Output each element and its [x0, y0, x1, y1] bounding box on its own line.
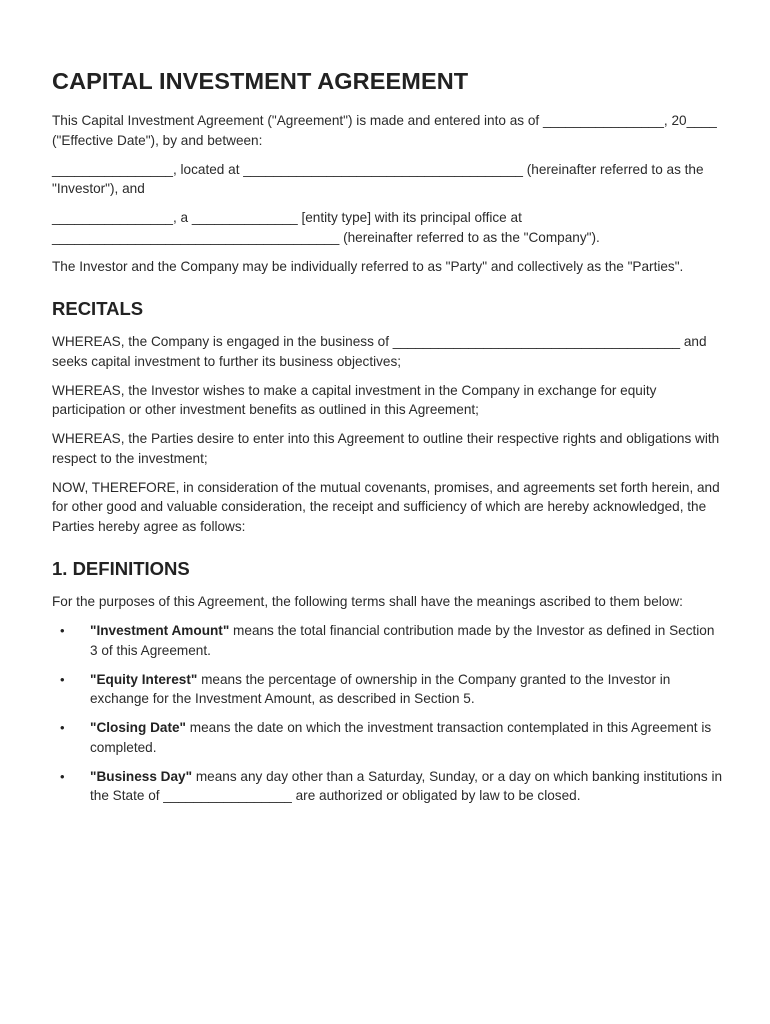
recital-paragraph-4: NOW, THEREFORE, in consideration of the mutual covenants, promises, and agreements set forth herein, and for other good and valuable consideration, the receipt and sufficiency of which are hereby acknowledged, the Parties hereby agree as follows: — [52, 479, 720, 534]
intro-paragraph-4: The Investor and the Company may be individually referred to as "Party" and collectively as the "Parties". — [52, 258, 684, 274]
definition-item — [52, 670, 724, 709]
definition-item — [52, 621, 724, 660]
definition-item — [52, 767, 724, 806]
recital-paragraph-1: WHEREAS, the Company is engaged in the business of ______________________________________ and seeks capital investment to further its business objectives; — [52, 334, 707, 369]
recital-paragraph-3: WHEREAS, the Parties desire to enter into this Agreement to outline their respective rights and obligations with respect to the investment; — [52, 431, 720, 466]
definition-term: "Closing Date" — [90, 720, 186, 735]
bullet-icon: • — [60, 671, 65, 687]
document-page — [52, 68, 724, 815]
definition-text: means the date on which the investment transaction contemplated in this Agreement is completed. — [90, 720, 712, 755]
intro-paragraph-3: ________________, a ______________ [entity type] with its principal office at ______________________________________ (hereinafter referred to as the "Company"). — [52, 210, 600, 245]
definition-term: "Investment Amount" — [90, 623, 230, 638]
definitions-list — [52, 621, 724, 806]
recitals-heading: RECITALS — [52, 298, 144, 319]
definition-term: "Equity Interest" — [90, 671, 198, 687]
recital-paragraph-2: WHEREAS, the Investor wishes to make a capital investment in the Company in exchange for equity participation or other investment benefits as outlined in this Agreement; — [52, 382, 657, 417]
definition-term: "Business Day" — [90, 768, 193, 784]
definition-text: means any day other than a Saturday, Sunday, or a day on which banking institutions in the State of _________________ are authorized or obligated by law to be closed. — [90, 768, 723, 803]
intro-paragraph-1: This Capital Investment Agreement ("Agreement") is made and entered into as of ________________, 20____ ("Effective Date"), by and between: — [52, 113, 717, 148]
bullet-icon: • — [60, 623, 65, 638]
definitions-heading: 1. DEFINITIONS — [52, 558, 190, 579]
bullet-icon: • — [60, 768, 65, 784]
definition-item — [52, 718, 724, 757]
document-title: CAPITAL INVESTMENT AGREEMENT — [52, 68, 469, 94]
definitions-intro: For the purposes of this Agreement, the following terms shall have the meanings ascribed to them below: — [52, 594, 683, 609]
bullet-icon: • — [60, 720, 65, 735]
intro-paragraph-2: ________________, located at _____________________________________ (hereinafter referred to as the "Investor"), and — [52, 161, 704, 196]
definition-text: means the total financial contribution made by the Investor as defined in Section 3 of this Agreement. — [90, 623, 715, 658]
definition-text: means the percentage of ownership in the Company granted to the Investor in exchange for the Investment Amount, as described in Section 5. — [90, 671, 671, 706]
